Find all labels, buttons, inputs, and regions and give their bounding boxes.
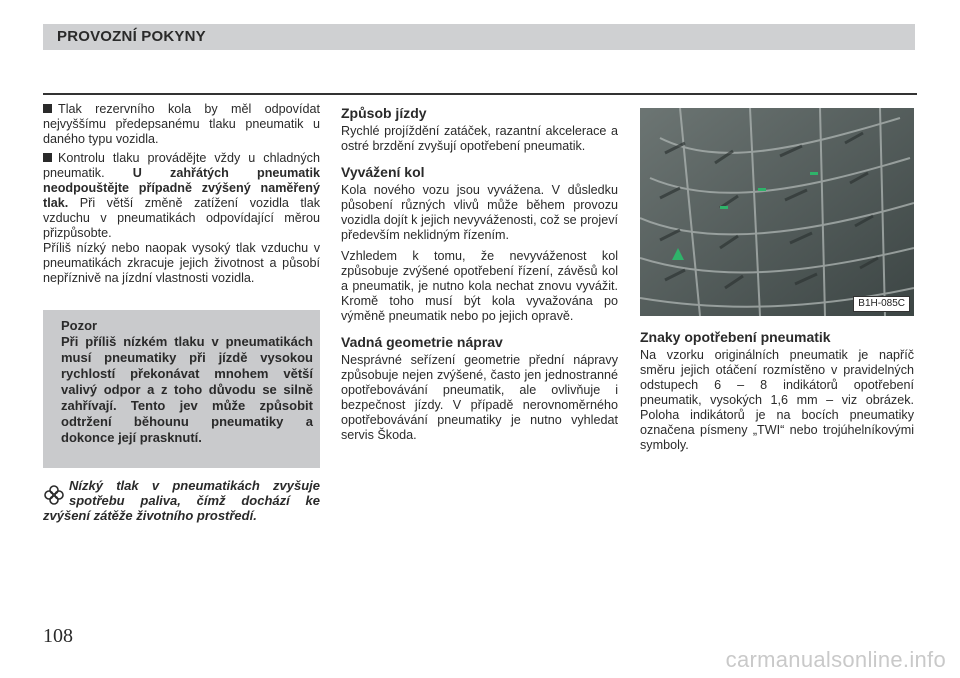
eco-note: [43, 478, 320, 523]
bold-warning-text: U zahřátých pneumatik neodpouštějte případně zvýšený naměřený tlak.: [43, 166, 320, 210]
image-code-label: B1H-085C: [853, 296, 910, 312]
tire-tread-illustration: [640, 108, 914, 316]
tire-tread-image: [640, 108, 914, 316]
eco-flower-icon: [43, 484, 65, 506]
text-wear-indicators: Na vzorku originálních pneumatik je napříč směru jejich otáčení rozmístěno v pravidelných odstupech 6 – 8 indikátorů opotřebení pneumatik, vysokých 1,6 mm – viz obrázek. Poloha indikátorů je na bocích pneumatiky označena písmeny „TWI“ nebo trojúhelníkovými symboly.: [640, 348, 914, 452]
heading-wheel-balancing: Vyvážení kol: [341, 164, 425, 180]
paragraph-pressure-effects: Příliš nízký nebo naopak vysoký tlak vzduchu v pneumatikách zkracuje jejich životnost a působí nepříznivě na jízdní vlastnosti vozidla.: [43, 241, 320, 285]
bullet-icon: [43, 104, 52, 113]
watermark: carmanualsonline.info: [725, 647, 946, 672]
wear-indicator-mark: [758, 188, 766, 191]
warning-box: [43, 310, 320, 468]
page-number: 108: [43, 625, 73, 647]
heading-driving-style: Způsob jízdy: [341, 105, 427, 121]
text-driving-style: Rychlé projíždění zatáček, razantní akcelerace a ostré brzdění zvyšují opotřebení pneumatik.: [341, 124, 618, 153]
paragraph-cold-check: Kontrolu tlaku provádějte vždy u chladných pneumatik. U zahřátých pneumatik neodpouštějte případně zvýšený naměřený tlak. Při větší změně zatížení vozidla tlak vzduchu v pneumatikách odpovídající měrou přizpůsobte.: [43, 151, 321, 240]
heading-axle-geometry: Vadná geometrie náprav: [341, 334, 503, 350]
text-axle-geometry: Nesprávné seřízení geometrie přední nápravy způsobuje nejen zvýšené, často jen jednostranné opotřebovávání pneumatik, ale ovlivňuje i bezpečnost jízdy. V případě nerovnoměrného opotřebovávání pneumatiky je nutno vyhledat servis Škoda.: [341, 353, 618, 442]
eco-text: Nízký tlak v pneumatikách zvyšuje spotřebu paliva, čímž dochází ke zvýšení zátěže životního prostředí.: [43, 478, 320, 523]
column-middle: [341, 105, 618, 453]
column-right: [640, 329, 914, 453]
section-title: PROVOZNÍ POKYNY: [57, 28, 206, 45]
text-wheel-balancing-1: Kola nového vozu jsou vyvážena. V důsledku působení různých vlivů může během provozu vozidla dojít k jejich nevyváženosti, což se projeví především neklidným řízením.: [341, 183, 618, 242]
paragraph-spare-wheel: Tlak rezervního kola by měl odpovídat nejvyššímu předepsanému tlaku pneumatik u daného typu vozidla.: [43, 102, 320, 146]
warning-text: Při příliš nízkém tlaku v pneumatikách musí pneumatiky při jízdě vysokou rychlostí překonávat mnohem větší valivý odpor a z toho důvodu se silně zahřívají. Tento jev může způsobit odtržení běhounu pneumatiky a dokonce její prasknutí.: [61, 334, 313, 445]
column-left: [43, 102, 320, 286]
bullet-icon: [43, 153, 52, 162]
text-wheel-balancing-2: Vzhledem k tomu, že nevyváženost kol způsobuje zvýšené opotřebení řízení, závěsů kol a pneumatik, je nutno kola nechat znovu vyvážit. Kromě toho musí být kola vyvažována po výměně pneumatik nebo po jejich opravě.: [341, 249, 618, 323]
warning-title: Pozor: [61, 318, 98, 333]
wear-indicator-mark: [720, 206, 728, 209]
horizontal-rule: [43, 93, 917, 95]
wear-indicator-mark: [810, 172, 818, 175]
heading-wear-indicators: Znaky opotřebení pneumatik: [640, 329, 831, 345]
section-header: [43, 24, 915, 50]
